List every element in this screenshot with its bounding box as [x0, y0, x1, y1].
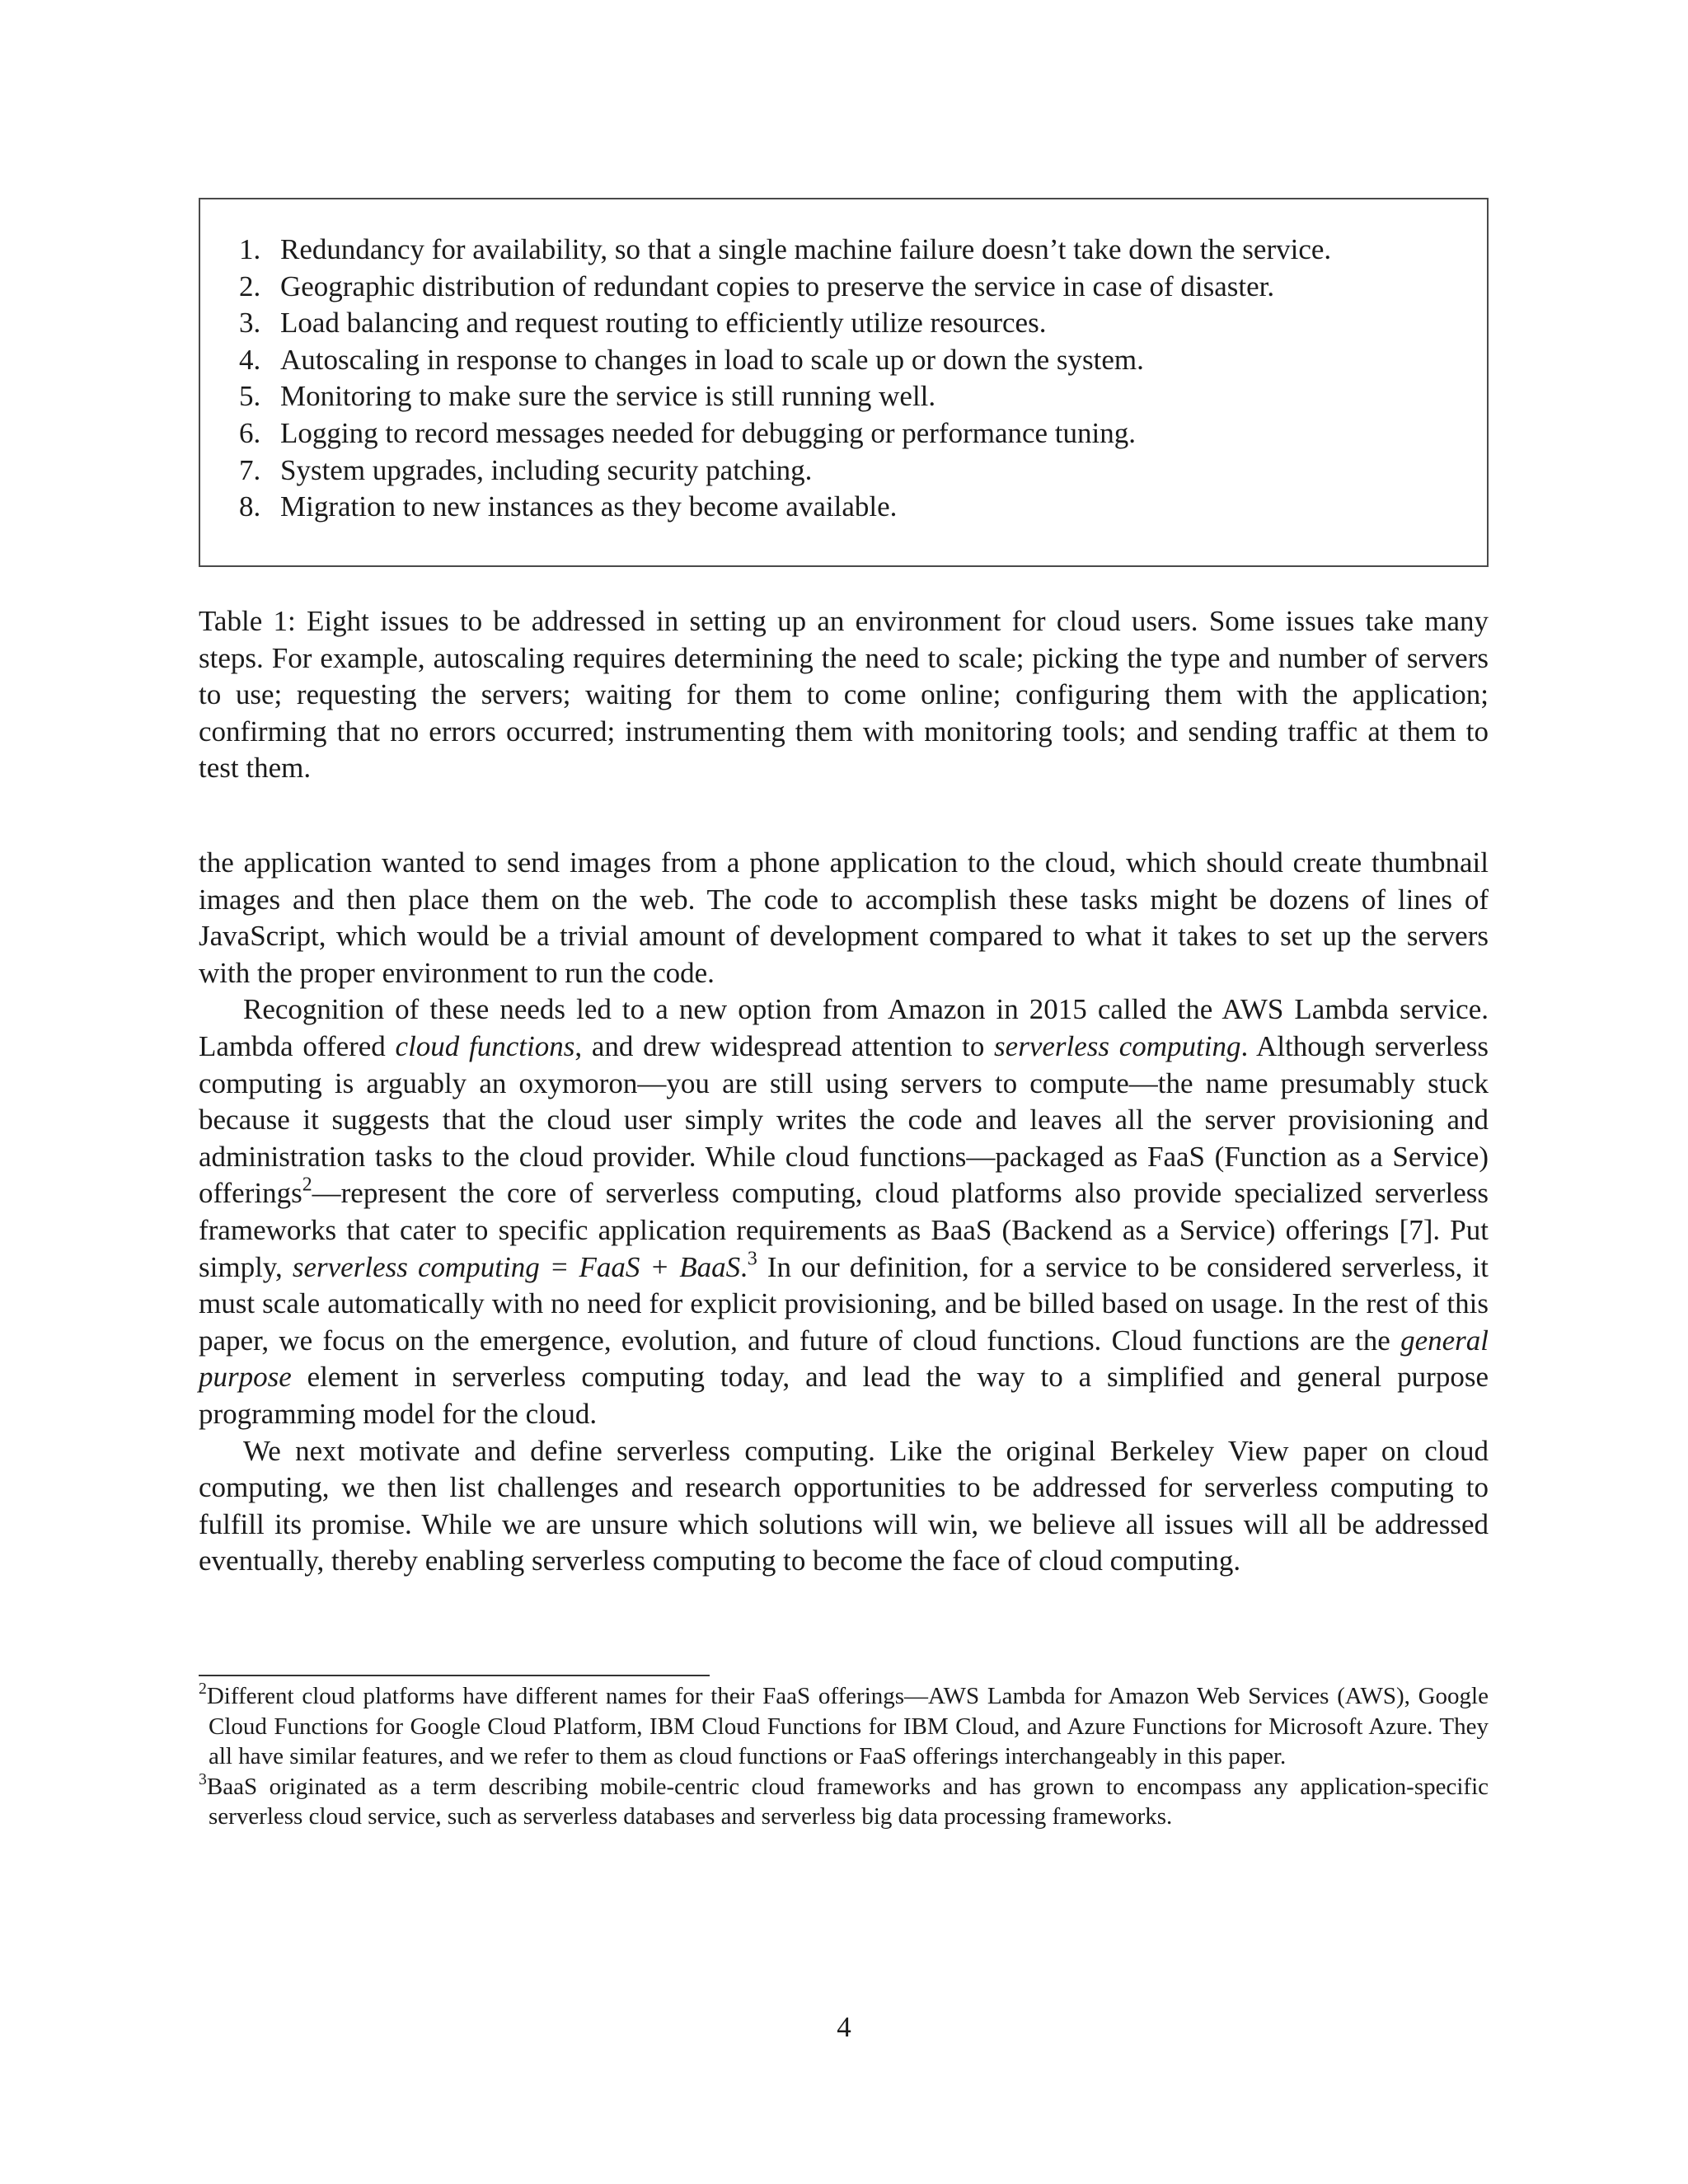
list-item: 5. Monitoring to make sure the service is still running well.: [239, 380, 936, 413]
page-number: 4: [837, 2011, 851, 2043]
list-item: 6. Logging to record messages needed for debugging or performance tuning.: [239, 416, 1137, 449]
list-item: 1. Redundancy for availability, so that a single machine failure doesn’t take down the service.: [239, 233, 1332, 265]
footnotes: [199, 1681, 1489, 1832]
footnote-2: $^2$Different cloud platforms have different names for their FaaS offerings—AWS Lambda for Amazon Web Services (AWS), Google Cloud Functions for Google Cloud Platform, IBM Cloud Functions for IBM Cloud, and Azure Functions for Microsoft Azure. They all have similar features, and we refer to them as cloud functions or FaaS offerings interchangeably in this paper.: [199, 1679, 1489, 1769]
issues-list: [239, 232, 1331, 526]
list-item: 4. Autoscaling in response to changes in load to scale up or down the system.: [239, 343, 1144, 376]
list-item: 3. Load balancing and request routing to efficiently utilize resources.: [239, 307, 1047, 340]
footnote-rule: [199, 1675, 710, 1676]
paragraph-3: We next motivate and define serverless computing. Like the original Berkeley View paper on cloud computing, we then list challenges and research opportunities to be addressed for serverless computing to fulfill its promise. While we are unsure which solutions will win, we believe all issues will all be addressed eventually, thereby enabling serverless computing to become the face of cloud computing.: [199, 1434, 1489, 1577]
paragraph-2: Recognition of these needs led to a new option from Amazon in 2015 called the AWS Lambda service. Lambda offered cloud functions, and drew widespread attention to serverless computing. Although serverless computing is arguably an oxymoron—you are still using servers to compute—the name presumably stuck because it suggests that the cloud user simply writes the code and leaves all the server provisioning and administration tasks to the cloud provider. While cloud functions—packaged as FaaS (Function as a Service) offerings$^2$—represent the core of serverless computing, cloud platforms also provide specialized serverless frameworks that cater to specific application requirements as BaaS (Backend as a Service) offerings [7]. Put simply, serverless computing = FaaS + BaaS.$^3$ In our definition, for a service to be considered serverless, it must scale automatically with no need for explicit provisioning, and be billed based on usage. In the rest of this paper, we focus on the emergence, evolution, and future of cloud functions. Cloud functions are the general purpose element in serverless computing today, and lead the way to a simplified and general purpose programming model for the cloud.: [199, 993, 1489, 1430]
table-caption: Table 1: Eight issues to be addressed in setting up an environment for cloud users. Some issues take many steps. For example, autoscaling requires determining the need to scale; picking the type and number of servers to use; requesting the servers; waiting for them to come online; configuring them with the application; confirming that no errors occurred; instrumenting them with monitoring tools; and sending traffic at them to test them.: [199, 605, 1489, 785]
body-text: [199, 845, 1489, 1580]
list-item: 8. Migration to new instances as they become available.: [239, 490, 898, 523]
paragraph-1: the application wanted to send images from a phone application to the cloud, which should create thumbnail images and then place them on the web. The code to accomplish these tasks might be dozens of lines of JavaScript, which would be a trivial amount of development compared to what it takes to set up the servers with the proper environment to run the code.: [199, 846, 1489, 989]
footnote-ref-3[interactable]: 3: [747, 1247, 757, 1269]
footnote-3: $^3$BaaS originated as a term describing mobile-centric cloud frameworks and has grown to encompass any application-specific serverless cloud service, such as serverless databases and serverless big data processing frameworks.: [199, 1769, 1489, 1830]
list-item: 7. System upgrades, including security patching.: [239, 453, 813, 486]
list-item: 2. Geographic distribution of redundant copies to preserve the service in case of disaster.: [239, 269, 1275, 302]
footnote-ref-2[interactable]: 2: [302, 1174, 312, 1196]
